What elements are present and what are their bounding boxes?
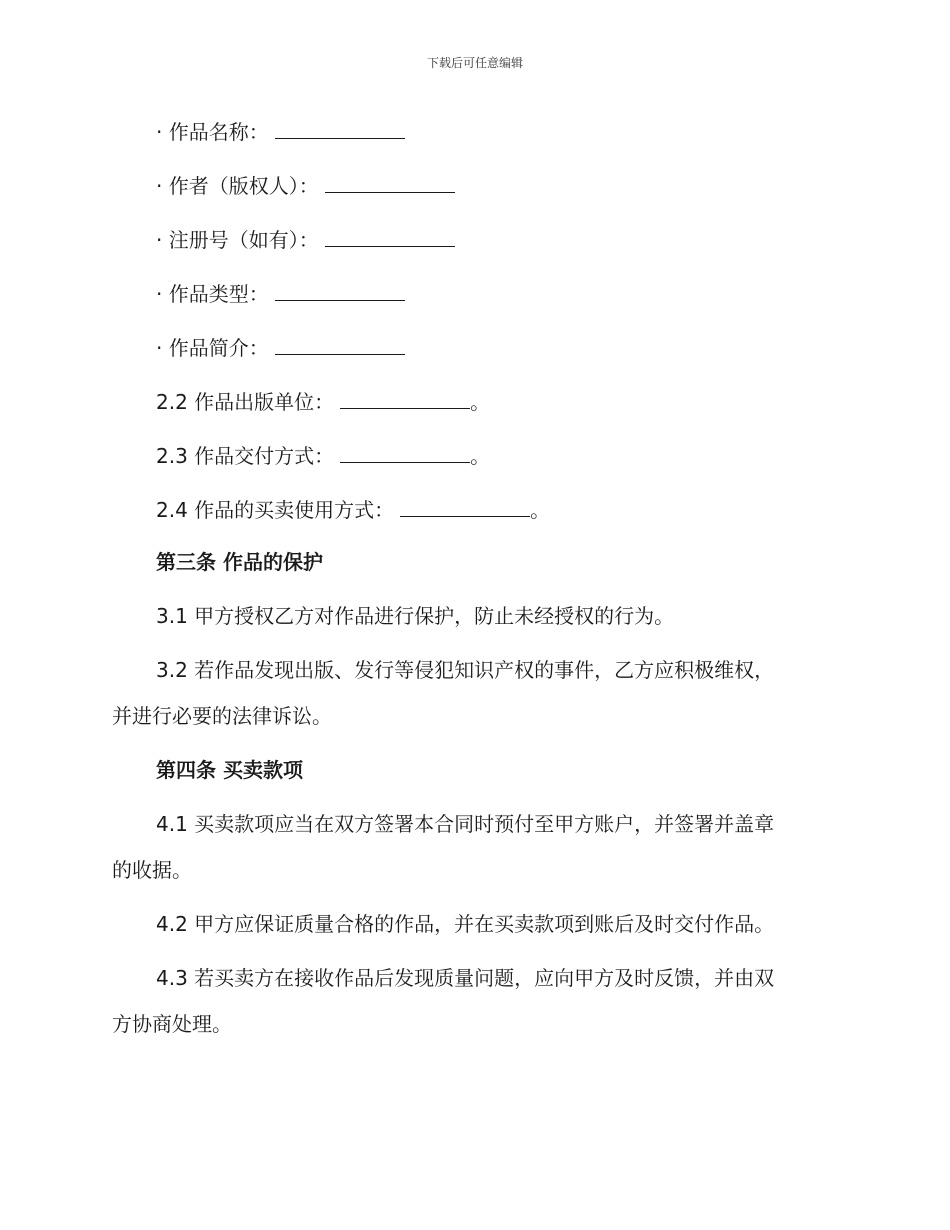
blank-line: [275, 116, 405, 139]
section-4-paragraph-1-line-1: 4.1 买卖款项应当在双方签署本合同时预付至甲方账户，并签署并盖章: [156, 812, 775, 836]
section-4-paragraph-2: 4.2 甲方应保证质量合格的作品，并在买卖款项到账后及时交付作品。: [156, 912, 775, 936]
blank-line: [400, 494, 530, 517]
blank-line: [325, 170, 455, 193]
blank-line: [275, 332, 405, 355]
field-label: 2.3 作品交付方式：: [156, 444, 335, 468]
field-registration-no: [156, 224, 455, 254]
section-3-paragraph-2-line-2: 并进行必要的法律诉讼。: [112, 704, 332, 728]
blank-line: [340, 440, 470, 463]
field-usage-method: 2.4 作品的买卖使用方式： 。: [156, 494, 550, 524]
section-4-paragraph-1-line-2: 的收据。: [112, 858, 192, 882]
field-label: 2.4 作品的买卖使用方式：: [156, 498, 395, 522]
section-3-paragraph-2-line-1: 3.2 若作品发现出版、发行等侵犯知识产权的事件，乙方应积极维权，: [156, 658, 775, 682]
field-label: · 注册号（如有）：: [156, 228, 319, 252]
section-4-heading: 第四条 买卖款项: [156, 758, 303, 782]
page-header: 下载后可任意编辑: [426, 56, 523, 70]
field-author: [156, 170, 455, 200]
section-3-heading: 第三条 作品的保护: [156, 550, 323, 574]
blank-line: [275, 278, 405, 301]
field-label: · 作者（版权人）：: [156, 174, 319, 198]
field-work-summary: [156, 332, 405, 362]
blank-line: [325, 224, 455, 247]
field-delivery-method: 2.3 作品交付方式： 。: [156, 440, 490, 470]
field-label: · 作品名称：: [156, 120, 269, 144]
blank-line: [340, 386, 470, 409]
section-3-paragraph-1: 3.1 甲方授权乙方对作品进行保护，防止未经授权的行为。: [156, 604, 675, 628]
field-label: · 作品简介：: [156, 336, 269, 360]
section-4-paragraph-3-line-1: 4.3 若买卖方在接收作品后发现质量问题，应向甲方及时反馈，并由双: [156, 966, 775, 990]
field-label: · 作品类型：: [156, 282, 269, 306]
field-publisher: 2.2 作品出版单位： 。: [156, 386, 490, 416]
field-label: 2.2 作品出版单位：: [156, 390, 335, 414]
field-work-name: [156, 116, 405, 146]
section-4-paragraph-3-line-2: 方协商处理。: [112, 1012, 232, 1036]
field-work-type: [156, 278, 405, 308]
